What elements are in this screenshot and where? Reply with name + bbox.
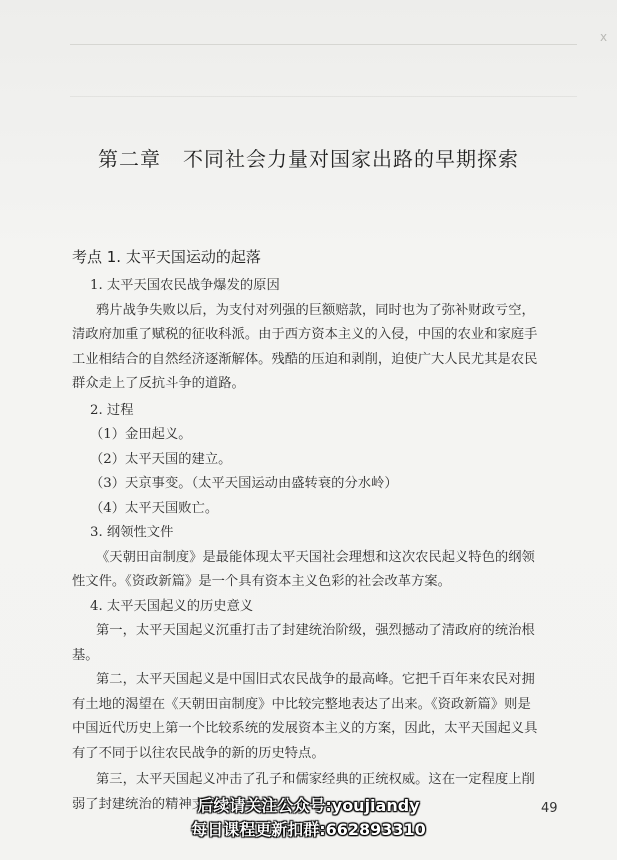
chapter-title	[0, 143, 617, 172]
chapter-name: 不同社会力量对国家出路的早期探索	[183, 147, 519, 171]
bleed-through-line	[70, 44, 577, 45]
list-item: （1）金田起义。	[90, 427, 192, 442]
watermark-overlay	[0, 794, 617, 842]
watermark-line: 后续请关注公众号:youjiandy	[197, 796, 420, 815]
paragraph: 第三，太平天国起义冲击了孔子和儒家经典的正统权威。这在一定程度上削弱了封建统治的精神支柱。	[72, 772, 535, 812]
chapter-label: 第二章	[98, 147, 161, 171]
bleed-through-line	[70, 96, 577, 97]
list-item: （2）太平天国的建立。	[90, 451, 232, 467]
subsection-title: 1. 太平天国农民战争爆发的原因	[90, 278, 280, 293]
subsection-title: 2. 过程	[90, 402, 134, 418]
margin-mark: x	[600, 30, 608, 44]
watermark-line: 每日课程更新扣群:662893310	[191, 820, 426, 839]
list-item: （4）太平天国败亡。	[90, 500, 219, 516]
body-text	[72, 274, 542, 817]
page-number: 49	[541, 801, 558, 816]
paragraph: 《天朝田亩制度》是最能体现太平天国社会理想和这次农民起义特色的纲领性文件。《资政新篇》是一个具有资本主义色彩的社会改革方案。	[72, 549, 535, 589]
paragraph: 第二，太平天国起义是中国旧式农民战争的最高峰。它把千百年来农民对拥有土地的渴望在《天朝田亩制度》中比较完整地表达了出来。《资政新篇》则是中国近代历史上第一个比较系统的发展资本主义的方案，因此，太平天国起义具有了不同于以往农民战争的新的历史特点。	[72, 672, 538, 761]
subsection-title: 4. 太平天国起义的历史意义	[90, 598, 254, 614]
paragraph: 鸦片战争失败以后，为支付对列强的巨额赔款，同时也为了弥补财政亏空，清政府加重了赋税的征收科派。由于西方资本主义的入侵，中国的农业和家庭手工业相结合的自然经济逐渐解体。残酷的压迫和剥削，迫使广大人民尤其是农民群众走上了反抗斗争的道路。	[72, 302, 538, 391]
list-item: （3）天京事变。（太平天国运动由盛转衰的分水岭）	[90, 476, 398, 491]
section-heading: 考点 1. 太平天国运动的起落	[72, 248, 261, 266]
subsection-title: 3. 纲领性文件	[90, 525, 174, 540]
paragraph: 第一，太平天国起义沉重打击了封建统治阶级，强烈撼动了清政府的统治根基。	[72, 623, 535, 663]
